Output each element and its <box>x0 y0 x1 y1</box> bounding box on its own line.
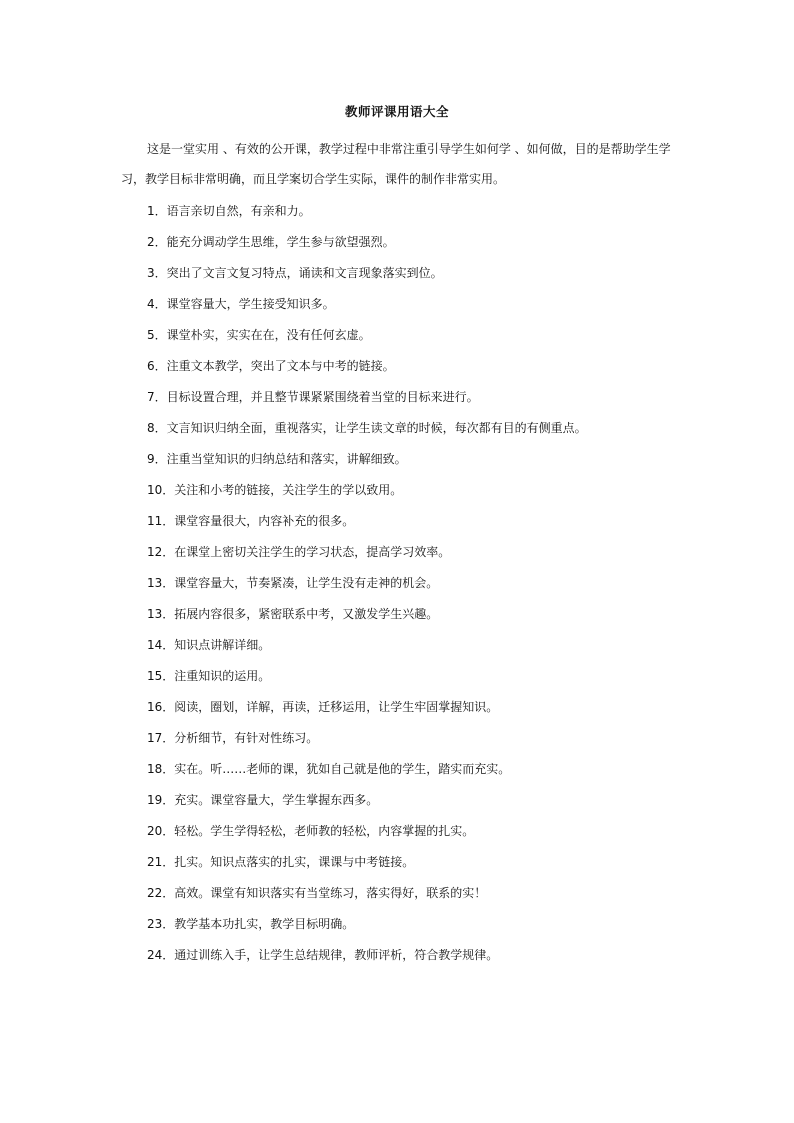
list-item-text: 实在。听……老师的课，犹如自己就是他的学生，踏实而充实。 <box>174 762 511 776</box>
document-title: 教师评课用语大全 <box>344 104 449 119</box>
list-item-number: 12． <box>147 545 175 559</box>
list-item-text: 知识点讲解详细。 <box>174 638 271 652</box>
list-item <box>147 599 687 630</box>
list-item <box>147 227 687 258</box>
list-item-number: 18． <box>147 762 175 776</box>
list-item-text: 教学基本功扎实，教学目标明确。 <box>174 917 355 931</box>
list-item-text: 能充分调动学生思维，学生参与欲望强烈。 <box>166 235 395 249</box>
list-item-text: 分析细节，有针对性练习。 <box>174 731 319 745</box>
list-item-text: 课堂容量很大，内容补充的很多。 <box>174 514 355 528</box>
list-item-text: 在课堂上密切关注学生的学习状态，提高学习效率。 <box>174 545 451 559</box>
list-item-text: 阅读，圈划，详解，再读，迁移运用，让学生牢固掌握知识。 <box>174 700 499 714</box>
list-item-number: 3． <box>147 266 167 280</box>
intro-paragraph: 这是一堂实用 、有效的公开课，教学过程中非常注重引导学生如何学 、如何做，目的是帮助学生学习，教学目标非常明确，而且学案切合学生实际，课件的制作非常实用。 <box>121 142 671 186</box>
list-item-number: 11． <box>147 514 175 528</box>
list-item <box>147 692 687 723</box>
list-item <box>147 909 687 940</box>
list-item-number: 21． <box>147 855 175 869</box>
comment-list <box>147 196 687 971</box>
list-item <box>147 754 687 785</box>
list-item <box>147 320 687 351</box>
list-item <box>147 940 687 971</box>
list-item <box>147 506 687 537</box>
list-item-number: 22． <box>147 886 175 900</box>
list-item <box>147 537 687 568</box>
list-item <box>147 723 687 754</box>
list-item <box>147 351 687 382</box>
list-item-number: 1． <box>147 204 167 218</box>
list-item <box>147 289 687 320</box>
list-item <box>147 413 687 444</box>
list-item-number: 20． <box>147 824 175 838</box>
list-item-text: 课堂容量大，节奏紧凑，让学生没有走神的机会。 <box>174 576 439 590</box>
list-item-number: 5． <box>147 328 167 342</box>
list-item <box>147 785 687 816</box>
list-item <box>147 475 687 506</box>
list-item-number: 13． <box>147 576 175 590</box>
list-item-number: 14． <box>147 638 175 652</box>
list-item <box>147 382 687 413</box>
list-item-number: 9． <box>147 452 167 466</box>
list-item-text: 文言知识归纳全面，重视落实，让学生读文章的时候，每次都有目的有侧重点。 <box>166 421 587 435</box>
list-item-text: 目标设置合理，并且整节课紧紧围绕着当堂的目标来进行。 <box>166 390 479 404</box>
list-item-text: 语言亲切自然，有亲和力。 <box>166 204 311 218</box>
list-item <box>147 444 687 475</box>
list-item-number: 17． <box>147 731 175 745</box>
list-item <box>147 630 687 661</box>
list-item-text: 充实。课堂容量大，学生掌握东西多。 <box>174 793 379 807</box>
list-item-text: 课堂朴实，实实在在，没有任何玄虚。 <box>166 328 371 342</box>
list-item-text: 拓展内容很多，紧密联系中考，又激发学生兴趣。 <box>174 607 439 621</box>
list-item-text: 轻松。学生学得轻松，老师教的轻松，内容掌握的扎实。 <box>174 824 475 838</box>
list-item <box>147 847 687 878</box>
list-item-number: 13． <box>147 607 175 621</box>
list-item-number: 7． <box>147 390 167 404</box>
list-item-text: 注重当堂知识的归纳总结和落实，讲解细致。 <box>166 452 407 466</box>
list-item <box>147 878 687 909</box>
list-item-text: 课堂容量大，学生接受知识多。 <box>166 297 335 311</box>
list-item <box>147 661 687 692</box>
list-item-number: 6． <box>147 359 167 373</box>
list-item <box>147 816 687 847</box>
list-item-text: 高效。课堂有知识落实有当堂练习，落实得好，联系的实！ <box>174 886 487 900</box>
list-item-text: 关注和小考的链接，关注学生的学以致用。 <box>174 483 403 497</box>
list-item-text: 扎实。知识点落实的扎实，课课与中考链接。 <box>174 855 415 869</box>
list-item-number: 4． <box>147 297 167 311</box>
list-item-text: 注重知识的运用。 <box>174 669 271 683</box>
list-item <box>147 568 687 599</box>
list-item-number: 24． <box>147 948 175 962</box>
list-item <box>147 258 687 289</box>
list-item-number: 10． <box>147 483 175 497</box>
list-item-number: 2． <box>147 235 167 249</box>
list-item-number: 8． <box>147 421 167 435</box>
list-item-text: 通过训练入手，让学生总结规律，教师评析，符合教学规律。 <box>174 948 499 962</box>
list-item <box>147 196 687 227</box>
list-item-number: 16． <box>147 700 175 714</box>
list-item-number: 19． <box>147 793 175 807</box>
list-item-text: 突出了文言文复习特点，诵读和文言现象落实到位。 <box>166 266 443 280</box>
list-item-number: 15． <box>147 669 175 683</box>
list-item-number: 23． <box>147 917 175 931</box>
list-item-text: 注重文本教学，突出了文本与中考的链接。 <box>166 359 395 373</box>
